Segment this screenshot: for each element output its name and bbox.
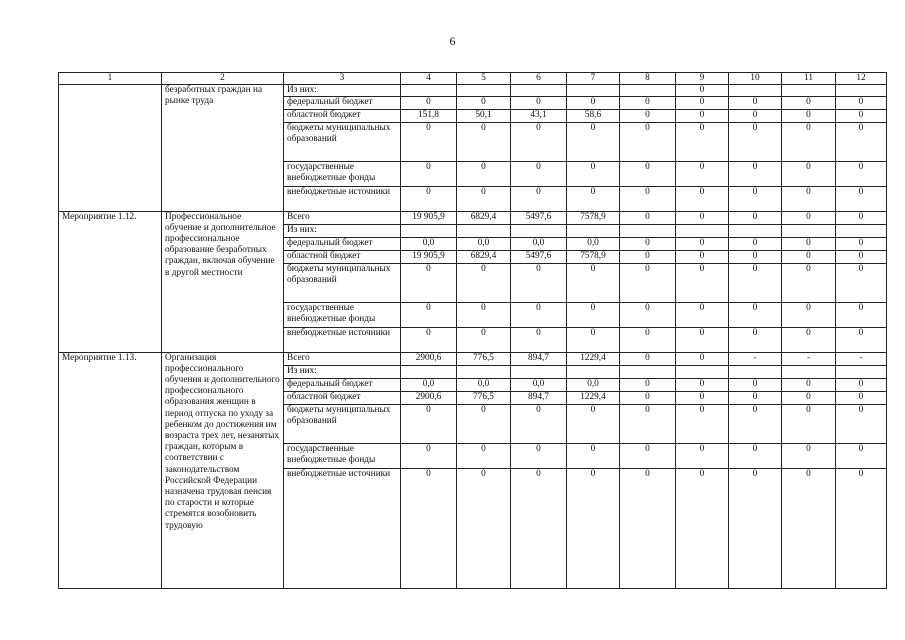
column-number-row: [59, 73, 887, 85]
column-number-5: 5: [457, 73, 511, 85]
column-number-11: 11: [782, 73, 836, 85]
value-cell-col-8: 0: [620, 97, 676, 110]
value-cell-col-4: [401, 85, 457, 97]
value-cell-col-12: [836, 365, 887, 378]
value-cell-col-11: 0: [782, 391, 836, 404]
value-cell-col-10: 0: [729, 302, 782, 327]
value-cell-col-12: 0: [836, 122, 887, 161]
value-cell-col-9: 0: [676, 327, 729, 352]
value-cell-col-11: 0: [782, 468, 836, 588]
value-cell-col-7: 0: [567, 97, 620, 110]
value-cell-col-5: 0: [457, 302, 511, 327]
funding-source-label: государственные внебюджетные фонды: [284, 302, 401, 327]
value-cell-col-4: 0: [401, 263, 457, 302]
value-cell-col-9: 0: [676, 110, 729, 122]
value-cell-col-9: 0: [676, 85, 729, 97]
value-cell-col-10: 0: [729, 161, 782, 186]
value-cell-col-9: 0: [676, 443, 729, 468]
funding-source-label: областной бюджет: [284, 110, 401, 122]
value-cell-col-12: 0: [836, 302, 887, 327]
funding-source-label: Из них:: [284, 224, 401, 237]
value-cell-col-7: 0: [567, 468, 620, 588]
value-cell-col-4: 0: [401, 404, 457, 443]
funding-source-label: бюджеты муниципальных образований: [284, 404, 401, 443]
value-cell-col-8: [620, 365, 676, 378]
value-cell-col-5: 6829,4: [457, 250, 511, 263]
column-number-9: 9: [676, 73, 729, 85]
value-cell-col-7: 7578,9: [567, 211, 620, 224]
value-cell-col-12: 0: [836, 97, 887, 110]
value-cell-col-9: 0: [676, 250, 729, 263]
value-cell-col-4: 2900,6: [401, 352, 457, 365]
value-cell-col-5: 0: [457, 263, 511, 302]
value-cell-col-6: 0: [511, 263, 567, 302]
measure-name: Мероприятие 1.12.: [59, 211, 162, 352]
value-cell-col-9: [676, 365, 729, 378]
value-cell-col-7: 0: [567, 443, 620, 468]
value-cell-col-10: 0: [729, 391, 782, 404]
measure-description: Организация профессионального обучения и дополнительного профессионального образования женщин в период отпуска по уходу за ребенком до достижения им возраста трех лет, незанятых граждан, которым в соответствии с законодательством Российской Федерации назначена трудовая пенсия по старости и которые стремятся возобновить трудовую: [162, 352, 284, 588]
value-cell-col-8: 0: [620, 327, 676, 352]
value-cell-col-4: 0: [401, 161, 457, 186]
value-cell-col-7: 0: [567, 161, 620, 186]
value-cell-col-7: [567, 365, 620, 378]
value-cell-col-5: 0: [457, 97, 511, 110]
value-cell-col-7: 7578,9: [567, 250, 620, 263]
value-cell-col-12: 0: [836, 186, 887, 211]
value-cell-col-8: 0: [620, 404, 676, 443]
value-cell-col-10: 0: [729, 97, 782, 110]
value-cell-col-6: 5497,6: [511, 211, 567, 224]
value-cell-col-8: 0: [620, 250, 676, 263]
value-cell-col-8: 0: [620, 263, 676, 302]
value-cell-col-12: 0: [836, 110, 887, 122]
value-cell-col-5: 0: [457, 122, 511, 161]
value-cell-col-8: 0: [620, 302, 676, 327]
value-cell-col-7: 58,6: [567, 110, 620, 122]
column-number-1: 1: [59, 73, 162, 85]
value-cell-col-11: 0: [782, 97, 836, 110]
value-cell-col-4: 0: [401, 327, 457, 352]
measure-description: безработных граждан на рынке труда: [162, 85, 284, 211]
value-cell-col-6: 0: [511, 122, 567, 161]
value-cell-col-8: 0: [620, 468, 676, 588]
value-cell-col-5: 0: [457, 161, 511, 186]
funding-source-label: государственные внебюджетные фонды: [284, 443, 401, 468]
value-cell-col-12: [836, 85, 887, 97]
value-cell-col-5: 0: [457, 327, 511, 352]
value-cell-col-8: 0: [620, 378, 676, 391]
value-cell-col-4: 0: [401, 302, 457, 327]
value-cell-col-4: 0: [401, 468, 457, 588]
value-cell-col-4: 0: [401, 443, 457, 468]
value-cell-col-12: -: [836, 352, 887, 365]
value-cell-col-10: 0: [729, 237, 782, 250]
value-cell-col-7: 0: [567, 327, 620, 352]
value-cell-col-12: 0: [836, 468, 887, 588]
value-cell-col-4: 0,0: [401, 237, 457, 250]
value-cell-col-6: 0,0: [511, 237, 567, 250]
value-cell-col-11: 0: [782, 327, 836, 352]
value-cell-col-11: [782, 365, 836, 378]
value-cell-col-6: 5497,6: [511, 250, 567, 263]
table-row: [59, 211, 887, 224]
value-cell-col-9: 0: [676, 211, 729, 224]
value-cell-col-9: 0: [676, 391, 729, 404]
value-cell-col-6: 0: [511, 302, 567, 327]
value-cell-col-10: 0: [729, 468, 782, 588]
value-cell-col-5: [457, 224, 511, 237]
value-cell-col-4: 0: [401, 122, 457, 161]
value-cell-col-11: [782, 85, 836, 97]
funding-source-label: федеральный бюджет: [284, 97, 401, 110]
value-cell-col-11: 0: [782, 378, 836, 391]
value-cell-col-6: 0: [511, 404, 567, 443]
table-row: [59, 85, 887, 97]
value-cell-col-11: 0: [782, 122, 836, 161]
value-cell-col-6: 0: [511, 186, 567, 211]
value-cell-col-7: 1229,4: [567, 391, 620, 404]
value-cell-col-7: [567, 224, 620, 237]
measure-name: Мероприятие 1.13.: [59, 352, 162, 588]
value-cell-col-9: 0: [676, 263, 729, 302]
value-cell-col-10: 0: [729, 122, 782, 161]
value-cell-col-7: 0: [567, 263, 620, 302]
funding-source-label: внебюджетные источники: [284, 468, 401, 588]
funding-source-label: бюджеты муниципальных образований: [284, 122, 401, 161]
value-cell-col-11: 0: [782, 237, 836, 250]
value-cell-col-12: [836, 224, 887, 237]
value-cell-col-7: 0: [567, 186, 620, 211]
value-cell-col-9: 0: [676, 97, 729, 110]
value-cell-col-4: 0,0: [401, 378, 457, 391]
column-number-8: 8: [620, 73, 676, 85]
value-cell-col-8: 0: [620, 122, 676, 161]
value-cell-col-10: 0: [729, 250, 782, 263]
value-cell-col-8: 0: [620, 161, 676, 186]
value-cell-col-7: 0: [567, 404, 620, 443]
value-cell-col-10: 0: [729, 443, 782, 468]
value-cell-col-9: 0: [676, 237, 729, 250]
column-number-10: 10: [729, 73, 782, 85]
funding-source-label: государственные внебюджетные фонды: [284, 161, 401, 186]
value-cell-col-8: [620, 85, 676, 97]
value-cell-col-11: 0: [782, 443, 836, 468]
value-cell-col-10: [729, 365, 782, 378]
value-cell-col-9: 0: [676, 186, 729, 211]
value-cell-col-4: 19 905,9: [401, 211, 457, 224]
funding-source-label: федеральный бюджет: [284, 237, 401, 250]
value-cell-col-8: 0: [620, 211, 676, 224]
funding-source-label: внебюджетные источники: [284, 327, 401, 352]
value-cell-col-5: 0,0: [457, 378, 511, 391]
value-cell-col-4: 151,8: [401, 110, 457, 122]
value-cell-col-4: 0: [401, 97, 457, 110]
value-cell-col-6: 0: [511, 443, 567, 468]
value-cell-col-11: 0: [782, 250, 836, 263]
column-number-2: 2: [162, 73, 284, 85]
value-cell-col-11: [782, 224, 836, 237]
value-cell-col-11: -: [782, 352, 836, 365]
value-cell-col-7: 0,0: [567, 237, 620, 250]
column-number-4: 4: [401, 73, 457, 85]
value-cell-col-12: 0: [836, 404, 887, 443]
column-number-6: 6: [511, 73, 567, 85]
funding-source-label: Из них:: [284, 365, 401, 378]
funding-source-label: областной бюджет: [284, 250, 401, 263]
value-cell-col-12: 0: [836, 211, 887, 224]
value-cell-col-6: [511, 224, 567, 237]
column-number-12: 12: [836, 73, 887, 85]
value-cell-col-5: 0: [457, 186, 511, 211]
value-cell-col-9: 0: [676, 404, 729, 443]
value-cell-col-6: 43,1: [511, 110, 567, 122]
value-cell-col-5: 6829,4: [457, 211, 511, 224]
value-cell-col-4: [401, 365, 457, 378]
value-cell-col-9: 0: [676, 161, 729, 186]
value-cell-col-9: [676, 224, 729, 237]
value-cell-col-10: 0: [729, 378, 782, 391]
value-cell-col-6: [511, 85, 567, 97]
funding-source-label: федеральный бюджет: [284, 378, 401, 391]
value-cell-col-10: 0: [729, 211, 782, 224]
value-cell-col-12: 0: [836, 237, 887, 250]
value-cell-col-6: [511, 365, 567, 378]
value-cell-col-9: 0: [676, 122, 729, 161]
value-cell-col-8: 0: [620, 186, 676, 211]
value-cell-col-10: 0: [729, 110, 782, 122]
value-cell-col-10: [729, 224, 782, 237]
value-cell-col-5: 0,0: [457, 237, 511, 250]
value-cell-col-8: 0: [620, 352, 676, 365]
value-cell-col-10: 0: [729, 186, 782, 211]
value-cell-col-10: [729, 85, 782, 97]
value-cell-col-11: 0: [782, 302, 836, 327]
value-cell-col-4: [401, 224, 457, 237]
value-cell-col-7: 0: [567, 302, 620, 327]
value-cell-col-9: 0: [676, 468, 729, 588]
value-cell-col-11: 0: [782, 404, 836, 443]
value-cell-col-5: 0: [457, 443, 511, 468]
funding-source-label: областной бюджет: [284, 391, 401, 404]
column-number-7: 7: [567, 73, 620, 85]
value-cell-col-12: 0: [836, 327, 887, 352]
value-cell-col-7: 0,0: [567, 378, 620, 391]
funding-source-label: Всего: [284, 211, 401, 224]
value-cell-col-12: 0: [836, 250, 887, 263]
value-cell-col-10: -: [729, 352, 782, 365]
value-cell-col-6: 894,7: [511, 352, 567, 365]
value-cell-col-6: 0: [511, 161, 567, 186]
value-cell-col-5: [457, 85, 511, 97]
value-cell-col-7: 0: [567, 122, 620, 161]
value-cell-col-8: 0: [620, 443, 676, 468]
value-cell-col-8: [620, 224, 676, 237]
value-cell-col-12: 0: [836, 378, 887, 391]
value-cell-col-11: 0: [782, 161, 836, 186]
value-cell-col-8: 0: [620, 391, 676, 404]
value-cell-col-9: 0: [676, 378, 729, 391]
funding-source-label: бюджеты муниципальных образований: [284, 263, 401, 302]
value-cell-col-12: 0: [836, 443, 887, 468]
value-cell-col-9: 0: [676, 352, 729, 365]
measure-description: Профессиональное обучение и дополнительное профессиональное образование безработных граждан, включая обучение в другой местности: [162, 211, 284, 352]
value-cell-col-5: [457, 365, 511, 378]
value-cell-col-11: 0: [782, 263, 836, 302]
value-cell-col-6: 0,0: [511, 378, 567, 391]
value-cell-col-6: 0: [511, 468, 567, 588]
funding-source-label: Из них:: [284, 85, 401, 97]
value-cell-col-5: 0: [457, 468, 511, 588]
value-cell-col-5: 776,5: [457, 352, 511, 365]
value-cell-col-11: 0: [782, 110, 836, 122]
value-cell-col-4: 19 905,9: [401, 250, 457, 263]
value-cell-col-11: 0: [782, 211, 836, 224]
value-cell-col-5: 776,5: [457, 391, 511, 404]
value-cell-col-5: 50,1: [457, 110, 511, 122]
funding-source-label: Всего: [284, 352, 401, 365]
value-cell-col-6: 0: [511, 327, 567, 352]
page-number: 6: [449, 34, 456, 48]
value-cell-col-4: 0: [401, 186, 457, 211]
value-cell-col-10: 0: [729, 404, 782, 443]
funding-table: [58, 72, 887, 589]
column-number-3: 3: [284, 73, 401, 85]
value-cell-col-7: 1229,4: [567, 352, 620, 365]
measure-name: [59, 85, 162, 211]
value-cell-col-10: 0: [729, 263, 782, 302]
table-row: [59, 352, 887, 365]
value-cell-col-7: [567, 85, 620, 97]
value-cell-col-12: 0: [836, 161, 887, 186]
value-cell-col-4: 2900,6: [401, 391, 457, 404]
value-cell-col-11: 0: [782, 186, 836, 211]
value-cell-col-6: 0: [511, 97, 567, 110]
value-cell-col-10: 0: [729, 327, 782, 352]
value-cell-col-6: 894,7: [511, 391, 567, 404]
value-cell-col-8: 0: [620, 237, 676, 250]
funding-source-label: внебюджетные источники: [284, 186, 401, 211]
value-cell-col-8: 0: [620, 110, 676, 122]
value-cell-col-12: 0: [836, 391, 887, 404]
value-cell-col-12: 0: [836, 263, 887, 302]
value-cell-col-9: 0: [676, 302, 729, 327]
value-cell-col-5: 0: [457, 404, 511, 443]
